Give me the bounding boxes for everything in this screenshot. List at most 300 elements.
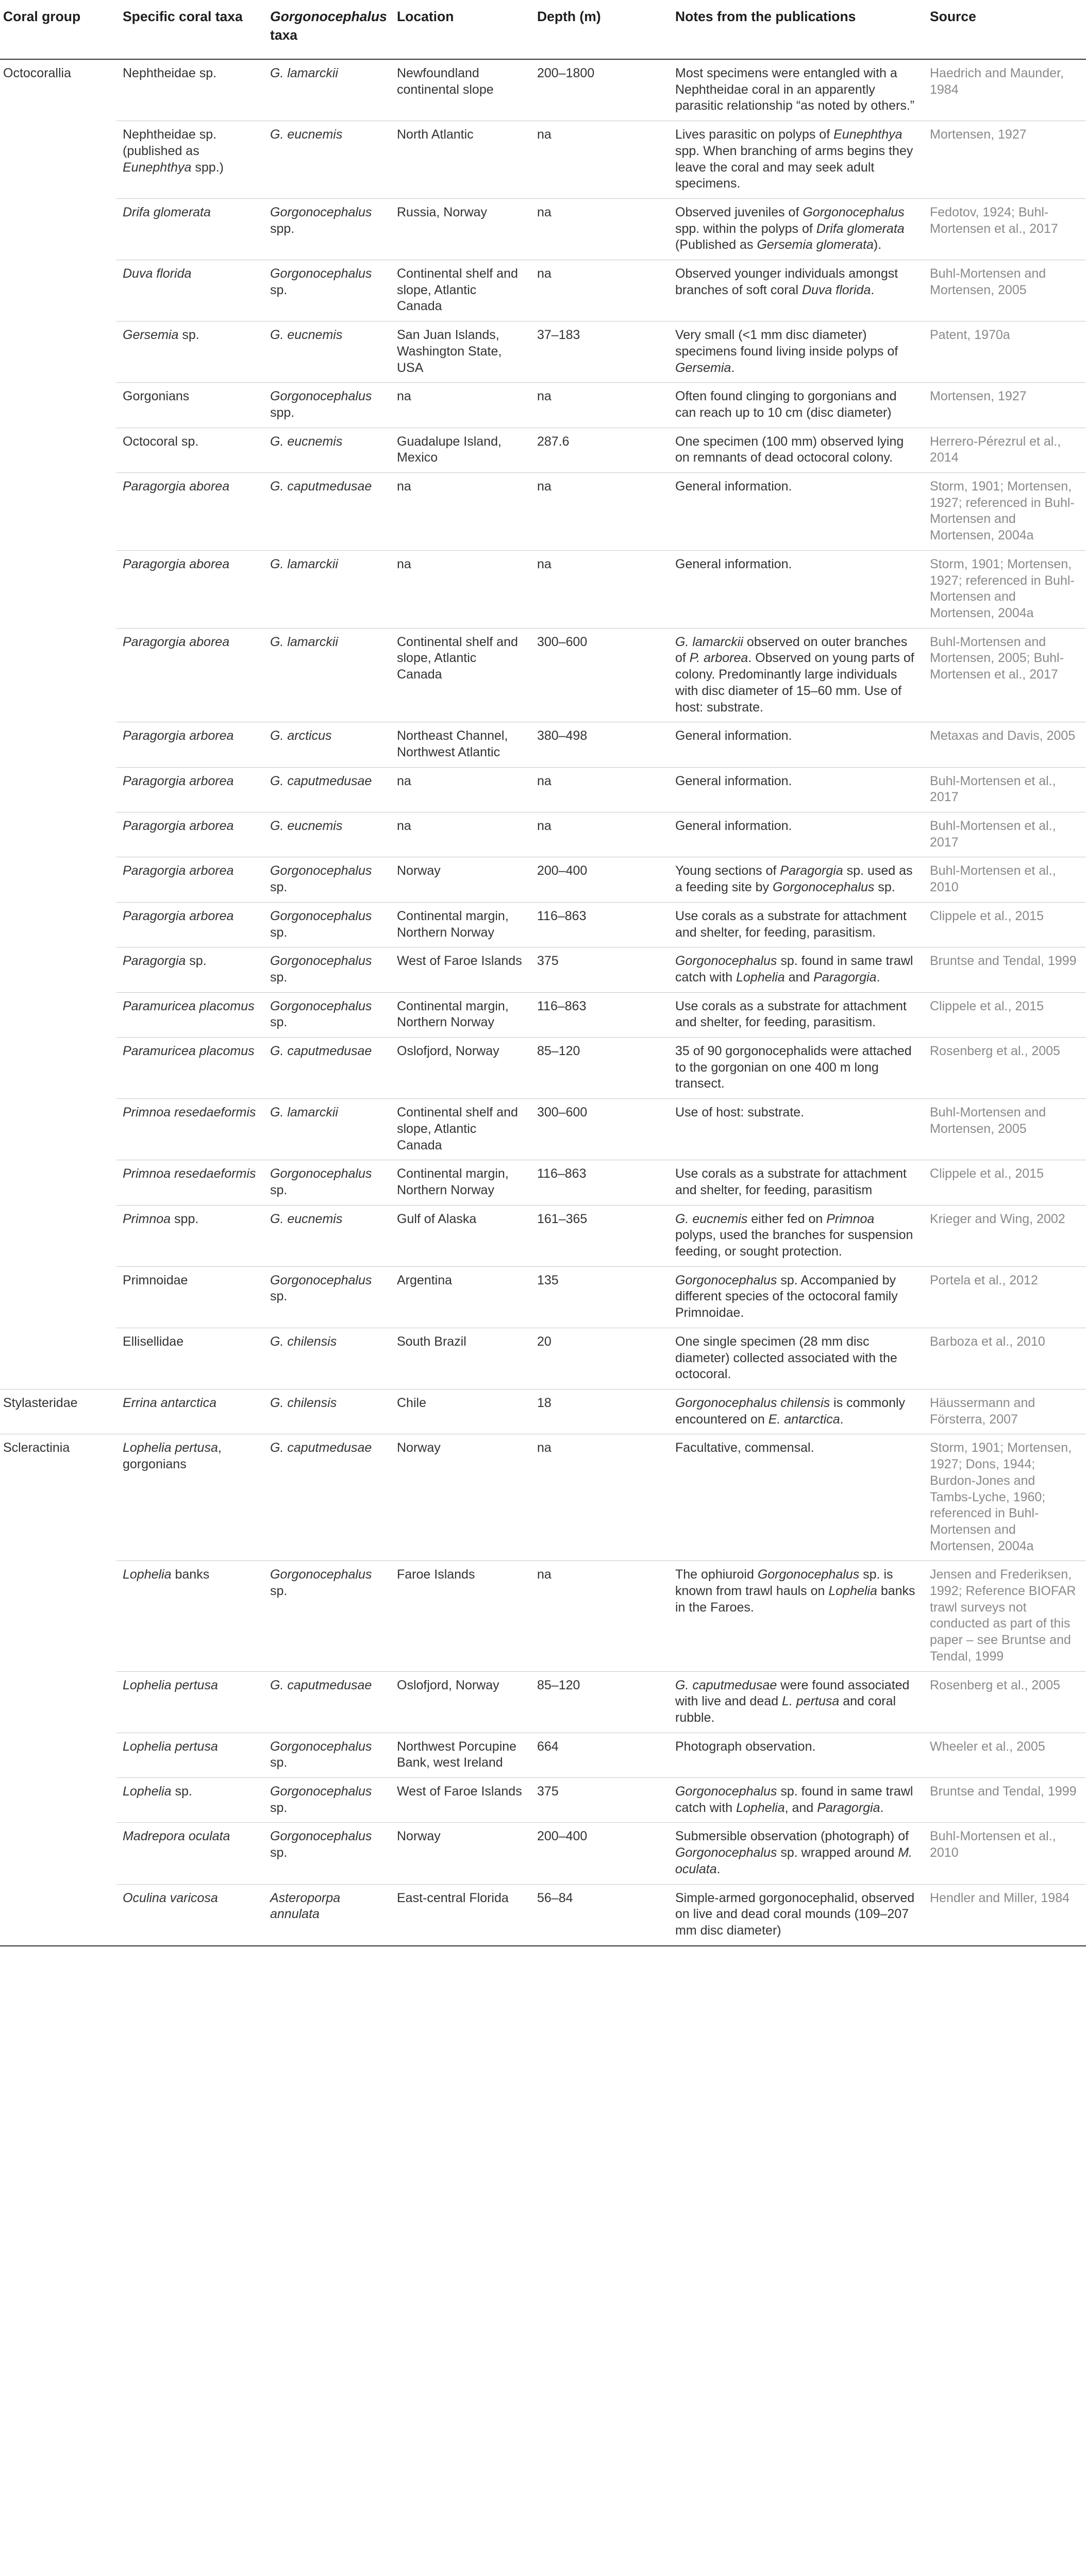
text-run: G. caputmedusae [270,1440,372,1455]
cell-notes [669,1778,924,1823]
text-run: sp. [270,1755,288,1770]
table-row [0,628,1086,722]
header-coral-group: Coral group [0,0,116,59]
text-run: 35 of 90 gorgonocephalids were attached to the gorgonian on one 400 m long transect. [675,1044,912,1091]
text-run: Duva florida [123,266,192,281]
text-run: Paragorgia arborea [123,908,234,923]
table-row [0,857,1086,902]
cell-gorgonocephalus-taxa [264,473,391,551]
cell-specific-coral-taxa [116,550,264,628]
text-run: Observed younger individuals amongst branches of soft coral [675,266,898,297]
cell-notes [669,992,924,1037]
cell-specific-coral-taxa [116,121,264,199]
header-row [0,0,1086,59]
cell-specific-coral-taxa [116,722,264,767]
cell-notes [669,767,924,812]
cell-location: Northeast Channel, Northwest Atlantic [391,722,531,767]
text-run: . [880,1800,884,1815]
text-run: Paragorgia arborea [123,863,234,878]
text-run: Paragorgia [813,970,877,985]
cell-source: Buhl-Mortensen and Mortensen, 2005 [924,1099,1086,1160]
cell-notes [669,1823,924,1884]
header-specific-coral-taxa: Specific coral taxa [116,0,264,59]
table-row [0,1884,1086,1946]
text-run: G. lamarckii [270,634,338,649]
text-run: Gorgonocephalus [270,205,372,219]
cell-location: Chile [391,1389,531,1434]
cell-gorgonocephalus-taxa [264,1205,391,1266]
text-run: Paragorgia aborea [123,479,230,494]
cell-gorgonocephalus-taxa [264,383,391,428]
table-row [0,121,1086,199]
text-run: P. arborea [689,651,748,666]
table-row [0,1266,1086,1328]
header-depth: Depth (m) [531,0,669,59]
cell-location: Continental shelf and slope, Atlantic Canada [391,1099,531,1160]
cell-source: Bruntse and Tendal, 1999 [924,947,1086,992]
text-run: Paramuricea placomus [123,1044,255,1059]
text-run: sp. found in same trawl catch with [675,954,913,985]
cell-depth: na [531,550,669,628]
cell-notes [669,1160,924,1205]
cell-gorgonocephalus-taxa [264,260,391,321]
header-notes: Notes from the publications [669,0,924,59]
cell-gorgonocephalus-taxa [264,812,391,857]
table-row [0,1389,1086,1434]
cell-specific-coral-taxa [116,198,264,260]
text-run: Drifa glomerata [816,221,905,236]
cell-notes [669,383,924,428]
cell-gorgonocephalus-taxa [264,992,391,1037]
text-run: Lophelia pertusa [123,1739,218,1754]
text-run: Drifa glomerata [123,205,211,219]
cell-gorgonocephalus-taxa [264,198,391,260]
cell-gorgonocephalus-taxa [264,550,391,628]
cell-source: Metaxas and Davis, 2005 [924,722,1086,767]
table-row [0,59,1086,121]
text-run: Octocoral sp. [123,434,199,449]
text-run: Gorgonocephalus [270,389,372,404]
cell-gorgonocephalus-taxa [264,1671,391,1733]
cell-specific-coral-taxa [116,1884,264,1946]
text-run: polyps, used the branches for suspension feeding, or sought protection. [675,1228,913,1259]
cell-source: Rosenberg et al., 2005 [924,1038,1086,1099]
cell-notes [669,902,924,947]
cell-gorgonocephalus-taxa [264,857,391,902]
cell-source: Krieger and Wing, 2002 [924,1205,1086,1266]
text-run: General information. [675,773,792,788]
cell-gorgonocephalus-taxa [264,1434,391,1561]
table-row [0,473,1086,551]
cell-depth: na [531,198,669,260]
cell-coral-group [0,1561,116,1671]
cell-coral-group [0,473,116,551]
cell-notes [669,1434,924,1561]
text-run: banks in the Faroes. [675,1584,915,1615]
cell-specific-coral-taxa [116,383,264,428]
cell-location: na [391,812,531,857]
cell-location: East-central Florida [391,1884,531,1946]
cell-source: Herrero-Pérezrul et al., 2014 [924,428,1086,472]
cell-notes [669,812,924,857]
text-run: and coral rubble. [675,1694,896,1725]
cell-gorgonocephalus-taxa [264,1389,391,1434]
cell-specific-coral-taxa [116,1823,264,1884]
cell-depth: 56–84 [531,1884,669,1946]
cell-location: na [391,473,531,551]
cell-gorgonocephalus-taxa [264,1038,391,1099]
text-run: observed on outer branches of [675,634,908,666]
text-run: Submersible observation (photograph) of [675,1829,909,1844]
cell-source: Jensen and Frederiksen, 1992; Reference BIOFAR trawl surveys not conducted as part of this paper – see Bruntse and Tendal, 1999 [924,1561,1086,1671]
cell-notes [669,1038,924,1099]
table-row [0,1160,1086,1205]
cell-coral-group [0,857,116,902]
text-run: Nephtheidae sp. [123,66,217,80]
cell-location: Russia, Norway [391,198,531,260]
cell-gorgonocephalus-taxa [264,121,391,199]
cell-specific-coral-taxa [116,1205,264,1266]
cell-location: Continental margin, Northern Norway [391,1160,531,1205]
table-body [0,59,1086,1946]
cell-specific-coral-taxa [116,902,264,947]
text-run: The ophiuroid [675,1567,758,1582]
text-run: Primnoa resedaeformis [123,1105,256,1120]
cell-coral-group [0,902,116,947]
text-run: sp. [178,328,199,343]
cell-specific-coral-taxa [116,812,264,857]
cell-coral-group [0,767,116,812]
cell-coral-group: Octocorallia [3,66,71,80]
text-run: either fed on [747,1211,827,1226]
text-run: banks [171,1567,210,1582]
cell-specific-coral-taxa [116,947,264,992]
text-run: Gorgonocephalus chilensis [675,1396,830,1410]
cell-source: Clippele et al., 2015 [924,992,1086,1037]
cell-location: San Juan Islands, Washington State, USA [391,321,531,383]
text-run: Lophelia [123,1567,172,1582]
text-run: sp. [270,1584,288,1599]
text-run: Lives parasitic on polyps of [675,127,834,142]
text-run: Gorgonocephalus [270,1166,372,1181]
cell-specific-coral-taxa [116,473,264,551]
text-run: Oculina varicosa [123,1890,218,1905]
text-run: sp. [270,1015,288,1030]
cell-coral-group [0,1733,116,1777]
text-run: G. arcticus [270,728,332,743]
cell-source: Storm, 1901; Mortensen, 1927; referenced in Buhl-Mortensen and Mortensen, 2004a [924,473,1086,551]
text-run: Simple-armed gorgonocephalid, observed on live and dead coral mounds (109–207 mm disc diameter) [675,1890,915,1938]
cell-location: Oslofjord, Norway [391,1671,531,1733]
text-run: spp. [270,221,295,236]
text-run: Gorgonocephalus [675,954,777,969]
text-run: Most specimens were entangled with a Nephtheidae coral in an apparently parasitic relationship “as noted by others.” [675,66,915,113]
text-run: G. eucnemis [675,1211,748,1226]
cell-source: Mortensen, 1927 [924,383,1086,428]
text-run: Gorgonocephalus [270,954,372,969]
cell-gorgonocephalus-taxa [264,1099,391,1160]
cell-location: Norway [391,1434,531,1561]
cell-location: Gulf of Alaska [391,1205,531,1266]
cell-depth: 300–600 [531,628,669,722]
text-run: were found associated with live and dead [675,1677,910,1709]
text-run: Paramuricea placomus [123,998,255,1013]
cell-gorgonocephalus-taxa [264,1884,391,1946]
text-run: G. lamarckii [270,1105,338,1120]
cell-coral-group [0,321,116,383]
cell-location: na [391,383,531,428]
text-run: M. oculata [675,1845,913,1876]
cell-depth: 161–365 [531,1205,669,1266]
text-run: sp. [270,1845,288,1860]
cell-depth: 380–498 [531,722,669,767]
text-run: sp. [270,1182,288,1197]
text-run: General information. [675,728,792,743]
text-run: . [876,970,880,985]
cell-source: Storm, 1901; Mortensen, 1927; Dons, 1944; Burdon-Jones and Tambs-Lyche, 1960; referenced in Buhl-Mortensen and Mortensen, 2004a [924,1434,1086,1561]
text-run: Lophelia [123,1784,172,1799]
cell-depth: na [531,1434,669,1561]
cell-source: Haedrich and Maunder, 1984 [924,59,1086,121]
text-run: Gorgonocephalus [270,1739,372,1754]
cell-notes [669,1671,924,1733]
cell-location: Guadalupe Island, Mexico [391,428,531,472]
cell-coral-group [0,1671,116,1733]
text-run: . Observed on young parts of colony. Predominantly large individuals with disc diameter of 15–60 mm. Use of host: substrate. [675,651,914,715]
table-row [0,1778,1086,1823]
cell-source: Wheeler et al., 2005 [924,1733,1086,1777]
text-run: sp. used as a feeding site by [675,863,913,895]
text-run: G. eucnemis [270,819,343,834]
text-run: Gorgonocephalus [270,266,372,281]
cell-notes [669,1328,924,1389]
cell-source: Hendler and Miller, 1984 [924,1884,1086,1946]
text-run: Gorgonocephalus [270,1829,372,1844]
text-run: Use corals as a substrate for attachment and shelter, for feeding, parasitism. [675,998,907,1030]
text-run: sp. wrapped around [777,1845,898,1860]
text-run: Use corals as a substrate for attachment and shelter, for feeding, parasitism [675,1166,907,1197]
cell-coral-group [0,260,116,321]
table-row [0,947,1086,992]
text-run: Primnoidae [123,1273,188,1287]
cell-gorgonocephalus-taxa [264,59,391,121]
cell-coral-group [0,992,116,1037]
cell-coral-group [0,198,116,260]
cell-notes [669,628,924,722]
cell-specific-coral-taxa [116,1671,264,1733]
table-row [0,992,1086,1037]
cell-location: Argentina [391,1266,531,1328]
cell-coral-group [0,812,116,857]
text-run: One specimen (100 mm) observed lying on remnants of dead octocoral colony. [675,434,904,465]
table-row [0,1671,1086,1733]
cell-location: na [391,550,531,628]
cell-depth: 200–400 [531,857,669,902]
cell-source: Rosenberg et al., 2005 [924,1671,1086,1733]
text-run: Gorgonocephalus [803,205,905,219]
text-run: Eunephthya [833,127,903,142]
cell-notes [669,428,924,472]
cell-specific-coral-taxa [116,260,264,321]
cell-depth: 116–863 [531,1160,669,1205]
table-row [0,1733,1086,1777]
cell-gorgonocephalus-taxa [264,628,391,722]
cell-notes [669,121,924,199]
cell-depth: 200–400 [531,1823,669,1884]
text-run: Lophelia [736,970,785,985]
cell-specific-coral-taxa [116,1389,264,1434]
cell-location: North Atlantic [391,121,531,199]
text-run: Use corals as a substrate for attachment and shelter, for feeding, parasitism. [675,908,907,940]
text-run: E. antarctica [768,1412,840,1427]
text-run: , and [784,1800,817,1815]
text-run: Paragorgia aborea [123,634,230,649]
text-run: Nephtheidae sp. (published as [123,127,217,158]
text-run: spp. [270,405,295,420]
text-run: Gersemia [675,360,731,375]
text-run: Paragorgia arborea [123,819,234,834]
cell-depth: 85–120 [531,1671,669,1733]
cell-notes [669,1266,924,1328]
header-source: Source [924,0,1086,59]
text-run: Lophelia [736,1800,785,1815]
cell-location: South Brazil [391,1328,531,1389]
text-run: is commonly encountered on [675,1396,906,1427]
cell-gorgonocephalus-taxa [264,722,391,767]
text-run: sp. found in same trawl catch with [675,1784,913,1815]
cell-gorgonocephalus-taxa [264,321,391,383]
text-run: Gorgonocephalus [757,1567,860,1582]
text-run: Young sections of [675,863,780,878]
table-row [0,722,1086,767]
cell-location: Northwest Porcupine Bank, west Ireland [391,1733,531,1777]
text-run: sp. [186,954,207,969]
cell-gorgonocephalus-taxa [264,1266,391,1328]
cell-coral-group [0,722,116,767]
cell-coral-group [0,628,116,722]
cell-location: Newfoundland continental slope [391,59,531,121]
text-run: Paragorgia aborea [123,556,230,571]
cell-depth: 135 [531,1266,669,1328]
cell-depth: 375 [531,947,669,992]
text-run: Use of host: substrate. [675,1105,805,1120]
cell-gorgonocephalus-taxa [264,902,391,947]
cell-source: Mortensen, 1927 [924,121,1086,199]
header-location: Location [391,0,531,59]
cell-coral-group [0,1205,116,1266]
text-run: sp. [270,970,288,985]
cell-source: Fedotov, 1924; Buhl-Mortensen et al., 2017 [924,198,1086,260]
text-run: G. caputmedusae [675,1677,777,1692]
cell-depth: 200–1800 [531,59,669,121]
cell-coral-group [0,1778,116,1823]
cell-gorgonocephalus-taxa [264,1778,391,1823]
cell-depth: na [531,1561,669,1671]
text-run: Photograph observation. [675,1739,816,1754]
table-row [0,1038,1086,1099]
text-run: Asteroporpa annulata [270,1890,341,1922]
cell-notes [669,198,924,260]
text-run: General information. [675,556,792,571]
text-run: L. pertusa [782,1694,840,1709]
table-row [0,1823,1086,1884]
cell-location: Norway [391,857,531,902]
cell-source: Clippele et al., 2015 [924,1160,1086,1205]
text-run: Observed juveniles of [675,205,803,219]
cell-location: Continental shelf and slope, Atlantic Canada [391,260,531,321]
cell-specific-coral-taxa [116,1038,264,1099]
cell-source: Portela et al., 2012 [924,1266,1086,1328]
cell-coral-group [0,428,116,472]
cell-depth: na [531,260,669,321]
cell-specific-coral-taxa [116,321,264,383]
table-row [0,1328,1086,1389]
cell-location: Faroe Islands [391,1561,531,1671]
cell-depth: na [531,812,669,857]
text-run: sp. [270,925,288,940]
text-run: G. chilensis [270,1334,337,1349]
cell-source: Bruntse and Tendal, 1999 [924,1778,1086,1823]
table-row [0,1205,1086,1266]
cell-source: Barboza et al., 2010 [924,1328,1086,1389]
cell-gorgonocephalus-taxa [264,947,391,992]
cell-depth: 116–863 [531,992,669,1037]
text-run: Primnoa [826,1211,875,1226]
text-run: Gorgonocephalus [270,1273,372,1287]
text-run: spp. within the polyps of [675,221,816,236]
text-run: . [731,360,735,375]
cell-specific-coral-taxa [116,59,264,121]
cell-coral-group [0,1884,116,1946]
text-run: Paragorgia [817,1800,880,1815]
cell-coral-group [0,947,116,992]
table-row [0,812,1086,857]
table-row [0,428,1086,472]
text-run: sp. [874,880,895,895]
cell-notes [669,321,924,383]
cell-specific-coral-taxa [116,992,264,1037]
table-row [0,383,1086,428]
text-run: G. caputmedusae [270,1677,372,1692]
text-run: G. eucnemis [270,434,343,449]
text-run: G. caputmedusae [270,479,372,494]
text-run: Paragorgia [123,954,186,969]
cell-gorgonocephalus-taxa [264,767,391,812]
text-run: One single specimen (28 mm disc diameter) collected associated with the octocoral. [675,1334,897,1382]
cell-notes [669,550,924,628]
cell-source: Clippele et al., 2015 [924,902,1086,947]
text-run: G. lamarckii [675,634,743,649]
text-run: G. eucnemis [270,1211,343,1226]
cell-notes [669,1099,924,1160]
text-run: G. chilensis [270,1396,337,1410]
cell-gorgonocephalus-taxa [264,1823,391,1884]
text-run: sp. is known from trawl hauls on [675,1567,893,1599]
text-run: Paragorgia arborea [123,728,234,743]
cell-specific-coral-taxa [116,1434,264,1561]
cell-source: Häussermann and Försterra, 2007 [924,1389,1086,1434]
text-run: and [784,970,814,985]
table-row [0,1561,1086,1671]
text-run: Gorgonocephalus [270,1567,372,1582]
cell-notes [669,1733,924,1777]
cell-source: Buhl-Mortensen et al., 2017 [924,767,1086,812]
cell-source: Patent, 1970a [924,321,1086,383]
table-row [0,260,1086,321]
text-run: General information. [675,479,792,494]
cell-notes [669,260,924,321]
text-run: , gorgonians [123,1440,222,1472]
